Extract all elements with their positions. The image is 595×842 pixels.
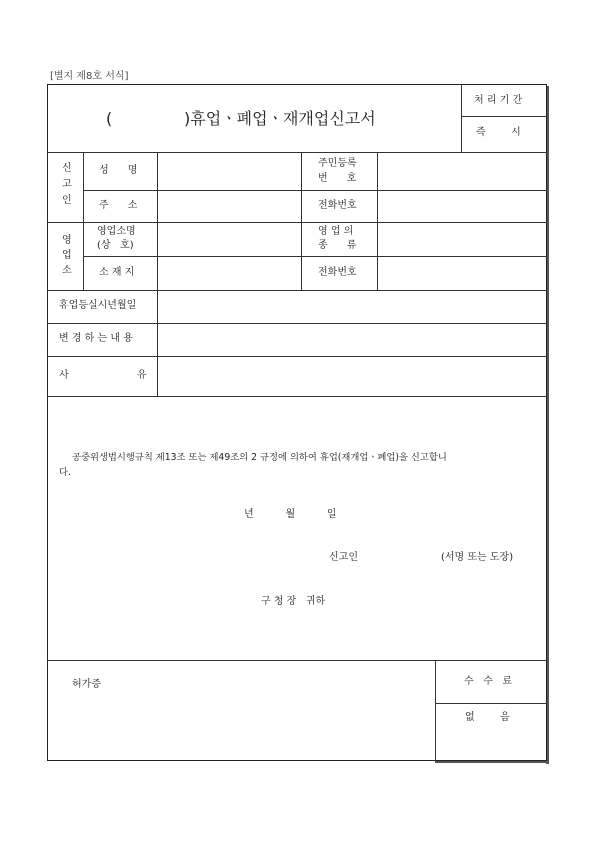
rrn-label-line1: 주민등록	[318, 158, 357, 169]
reason-field[interactable]	[158, 357, 545, 396]
declarant-phone-field[interactable]	[378, 191, 545, 222]
address-label: 주 소	[99, 200, 138, 211]
addressee: 구 청 장 귀하	[261, 596, 326, 607]
fee-label: 수 수 료	[464, 676, 513, 687]
changes-field[interactable]	[158, 324, 545, 356]
business-type-label-line1: 영 업 의	[318, 226, 354, 237]
signer-field[interactable]	[365, 549, 437, 567]
rrn-label-line2: 번 호	[318, 173, 357, 184]
name-field[interactable]	[158, 153, 301, 190]
divider	[435, 703, 547, 704]
divider	[47, 396, 547, 397]
signature-note: (서명 또는 도장)	[441, 552, 514, 563]
business-phone-label: 전화번호	[318, 267, 357, 278]
reason-label-part2: 유	[137, 370, 147, 381]
business-group-label-1: 영	[62, 235, 72, 246]
location-label: 소 재 지	[99, 267, 135, 278]
signer-label: 신고인	[329, 552, 358, 563]
business-name-label-line1: 영업소명	[97, 226, 136, 237]
address-field[interactable]	[158, 191, 301, 222]
divider	[47, 660, 547, 661]
divider	[83, 152, 84, 290]
location-field[interactable]	[158, 257, 301, 290]
business-name-label-line2: (상 호)	[97, 240, 134, 251]
divider	[301, 152, 302, 290]
processing-period-value: 즉 시	[476, 127, 521, 138]
business-phone-field[interactable]	[378, 257, 545, 290]
suspension-date-field[interactable]	[158, 291, 545, 323]
reason-label-part1: 사	[59, 370, 69, 381]
fee-value: 없 음	[465, 712, 510, 723]
divider	[461, 116, 547, 117]
declarant-phone-label: 전화번호	[318, 200, 357, 211]
business-group-label-2: 업	[62, 250, 72, 261]
statement-line2: 다.	[59, 467, 71, 478]
business-type-label-line2: 종 류	[318, 240, 357, 251]
suspension-date-label: 휴업등실시년월일	[59, 300, 137, 311]
divider	[435, 660, 436, 761]
changes-label: 변 경 하 는 내 용	[59, 333, 133, 344]
declarant-group-label-2: 고	[62, 179, 72, 190]
rrn-field[interactable]	[378, 153, 545, 190]
form-title: )휴업ㆍ폐업ㆍ재개업신고서	[184, 109, 376, 128]
processing-period-label: 처 리 기 간	[474, 95, 523, 106]
declarant-group-label-3: 인	[62, 195, 72, 206]
title-open-paren: (	[106, 109, 113, 128]
name-label: 성 명	[99, 165, 138, 176]
business-group-label-3: 소	[62, 265, 72, 276]
attachment-label: 허가증	[72, 679, 101, 690]
date-line: 년 월 일	[244, 509, 337, 520]
declarant-group-label-1: 신	[62, 163, 72, 174]
statement-line1: 공중위생법시행규칙 제13조 또는 제49조의 2 규정에 의하여 휴업(재개업ㆍ폐업)을 신고합니	[72, 452, 447, 463]
form-number: [별지 제8호 서식]	[50, 71, 129, 82]
business-name-field[interactable]	[158, 223, 301, 256]
divider	[461, 84, 462, 152]
business-type-field[interactable]	[378, 223, 545, 256]
